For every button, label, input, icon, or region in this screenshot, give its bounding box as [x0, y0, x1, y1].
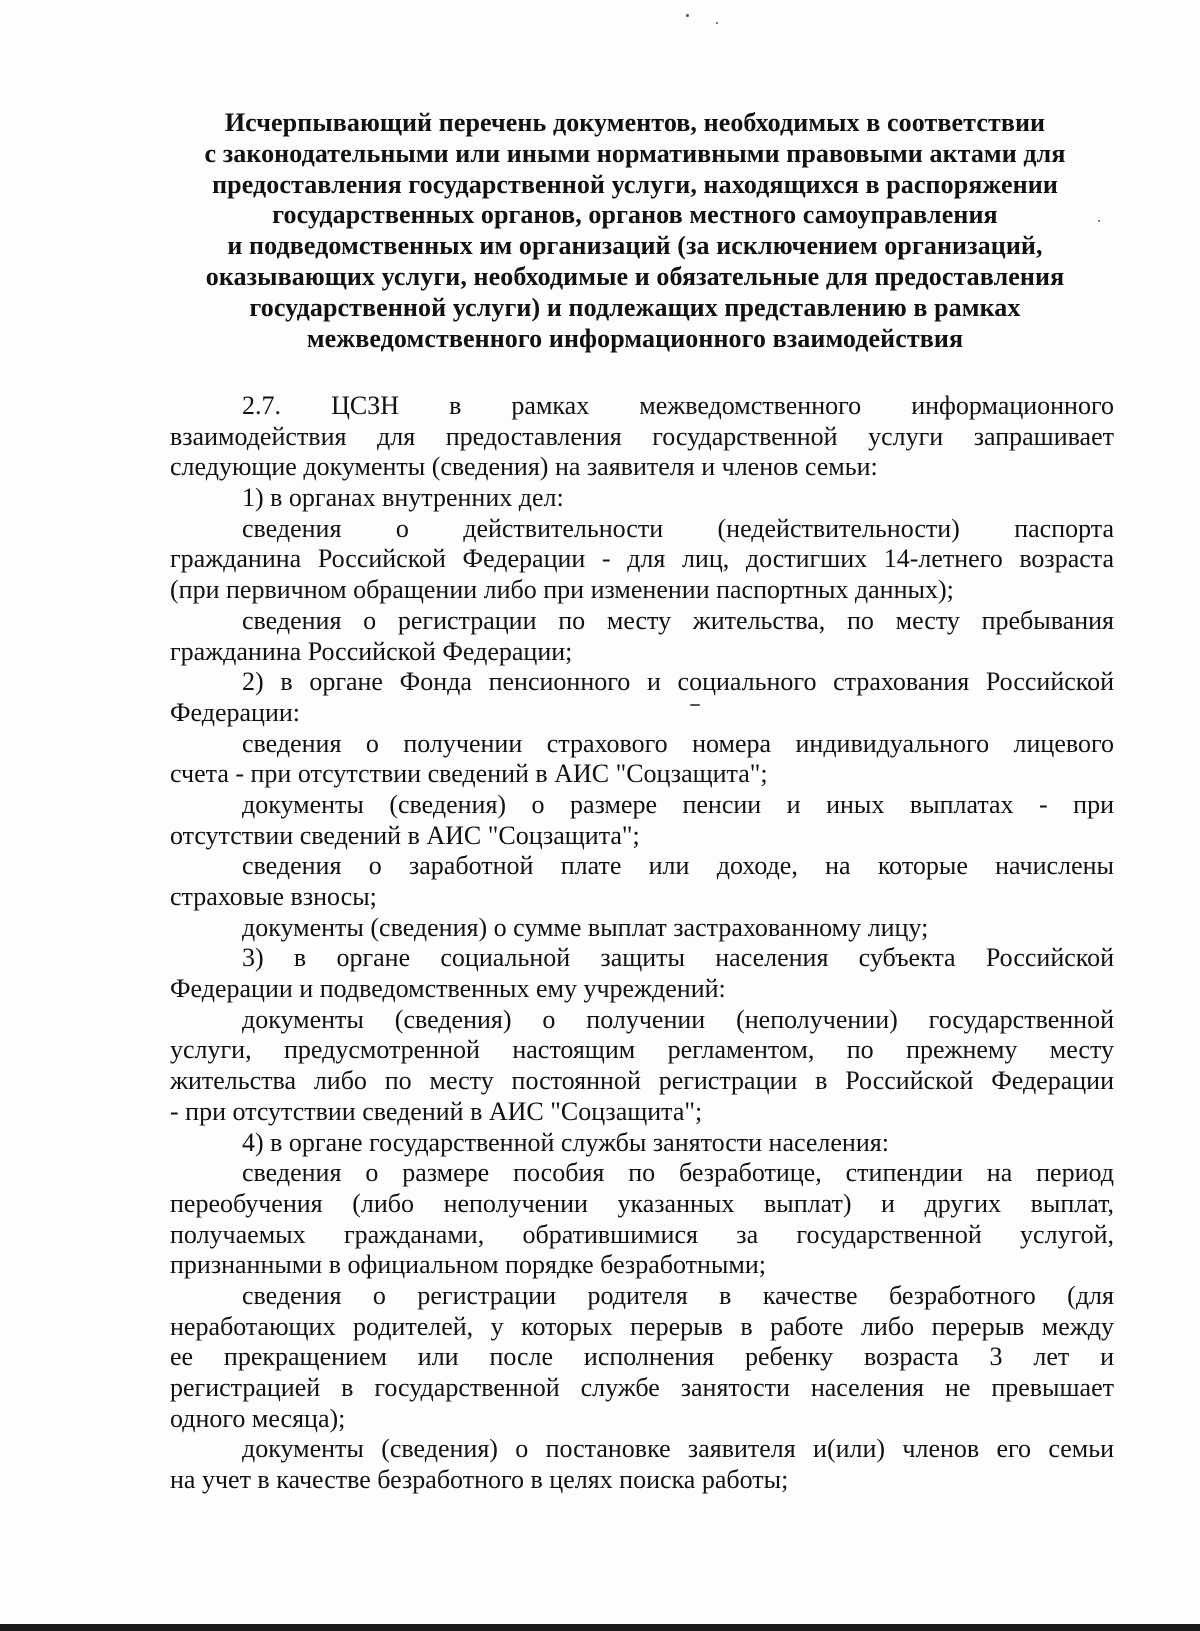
body-line: сведения о регистрации родителя в качестве безработного (для: [242, 1280, 1114, 1310]
body-line: (при первичном обращении либо при изменении паспортных данных);: [170, 575, 954, 605]
scan-speck: [716, 22, 718, 24]
body-line: 4) в органе государственной службы занятости населения:: [242, 1127, 889, 1157]
body-line: 2.7. ЦСЗН в рамках межведомственного информационного: [242, 391, 1114, 420]
body-line: гражданина Российской Федерации - для лиц, достигших 14-летнего возраста: [170, 544, 1114, 574]
body-line: 3) в органе социальной защиты населения субъекта Российской: [242, 943, 1114, 973]
body-line: 1) в органах внутренних дел:: [242, 483, 564, 513]
body-line: 2) в органе Фонда пенсионного и социального страхования Российской: [242, 667, 1114, 697]
body-line: Федерации:: [170, 697, 301, 727]
body-line: сведения о размере пособия по безработице, стипендии на период: [242, 1158, 1114, 1188]
body-line: ее прекращением или после исполнения ребенку возраста 3 лет и: [170, 1342, 1114, 1372]
body-line: сведения о действительности (недействительности) паспорта: [242, 513, 1114, 543]
body-line: документы (сведения) о сумме выплат застрахованному лицу;: [242, 912, 929, 942]
body-line: сведения о регистрации по месту жительства, по месту пребывания: [242, 605, 1114, 635]
document-body: [170, 391, 1114, 1496]
body-line: регистрацией в государственной службе занятости населения не превышает: [170, 1373, 1114, 1402]
title-line: государственной услуги) и подлежащих представлению в рамках: [249, 292, 1021, 322]
body-line: жительства либо по месту постоянной регистрации в Российской Федерации: [170, 1066, 1114, 1096]
title-line: Исчерпывающий перечень документов, необходимых в соответствии: [224, 108, 1046, 137]
body-line: страховые взносы;: [170, 882, 377, 911]
body-line: одного месяца);: [170, 1403, 346, 1433]
title-line: оказывающих услуги, необходимые и обязательные для предоставления: [205, 261, 1065, 291]
scan-speck: [1098, 220, 1100, 222]
scan-border: [0, 1624, 1200, 1631]
body-line: отсутствии сведений в АИС "Соцзащита";: [170, 820, 640, 850]
body-line: следующие документы (сведения) на заявителя и членов семьи:: [170, 452, 878, 482]
scan-speck: [686, 14, 689, 17]
title-line: с законодательными или иными нормативными правовыми актами для: [204, 138, 1066, 168]
document-title: [150, 108, 1120, 354]
body-line: неработающих родителей, у которых перерыв в работе либо перерыв между: [170, 1311, 1114, 1341]
body-line: взаимодействия для предоставления государственной услуги запрашивает: [170, 421, 1114, 451]
body-line: сведения о заработной плате или доходе, на которые начислены: [242, 851, 1114, 881]
title-line: государственных органов, органов местного самоуправления: [272, 200, 998, 230]
body-line: переобучения (либо неполучении указанных выплат) и других выплат,: [170, 1188, 1114, 1218]
body-line: сведения о получении страхового номера индивидуального лицевого: [242, 728, 1114, 758]
body-line: документы (сведения) о постановке заявителя и(или) членов его семьи: [242, 1434, 1114, 1464]
body-line: получаемых гражданами, обратившимися за государственной услугой,: [170, 1219, 1114, 1249]
body-line: услуги, предусмотренной настоящим регламентом, по прежнему месту: [170, 1035, 1114, 1065]
body-line: признанными в официальном порядке безработными;: [170, 1250, 766, 1280]
body-line: документы (сведения) о размере пенсии и иных выплатах - при: [242, 789, 1114, 819]
body-line: гражданина Российской Федерации;: [170, 636, 573, 666]
body-line: Федерации и подведомственных ему учреждений:: [170, 974, 726, 1004]
title-line: и подведомственных им организаций (за исключением организаций,: [227, 231, 1043, 261]
title-line: предоставления государственной услуги, находящихся в распоряжении: [212, 169, 1058, 199]
body-line: - при отсутствии сведений в АИС "Соцзащита";: [170, 1096, 703, 1126]
body-line: документы (сведения) о получении (неполучении) государственной: [242, 1004, 1114, 1034]
scan-speck: [690, 704, 700, 706]
title-line: межведомственного информационного взаимодействия: [306, 323, 964, 353]
body-line: на учет в качестве безработного в целях поиска работы;: [170, 1465, 789, 1495]
body-line: счета - при отсутствии сведений в АИС "Соцзащита";: [170, 759, 768, 789]
